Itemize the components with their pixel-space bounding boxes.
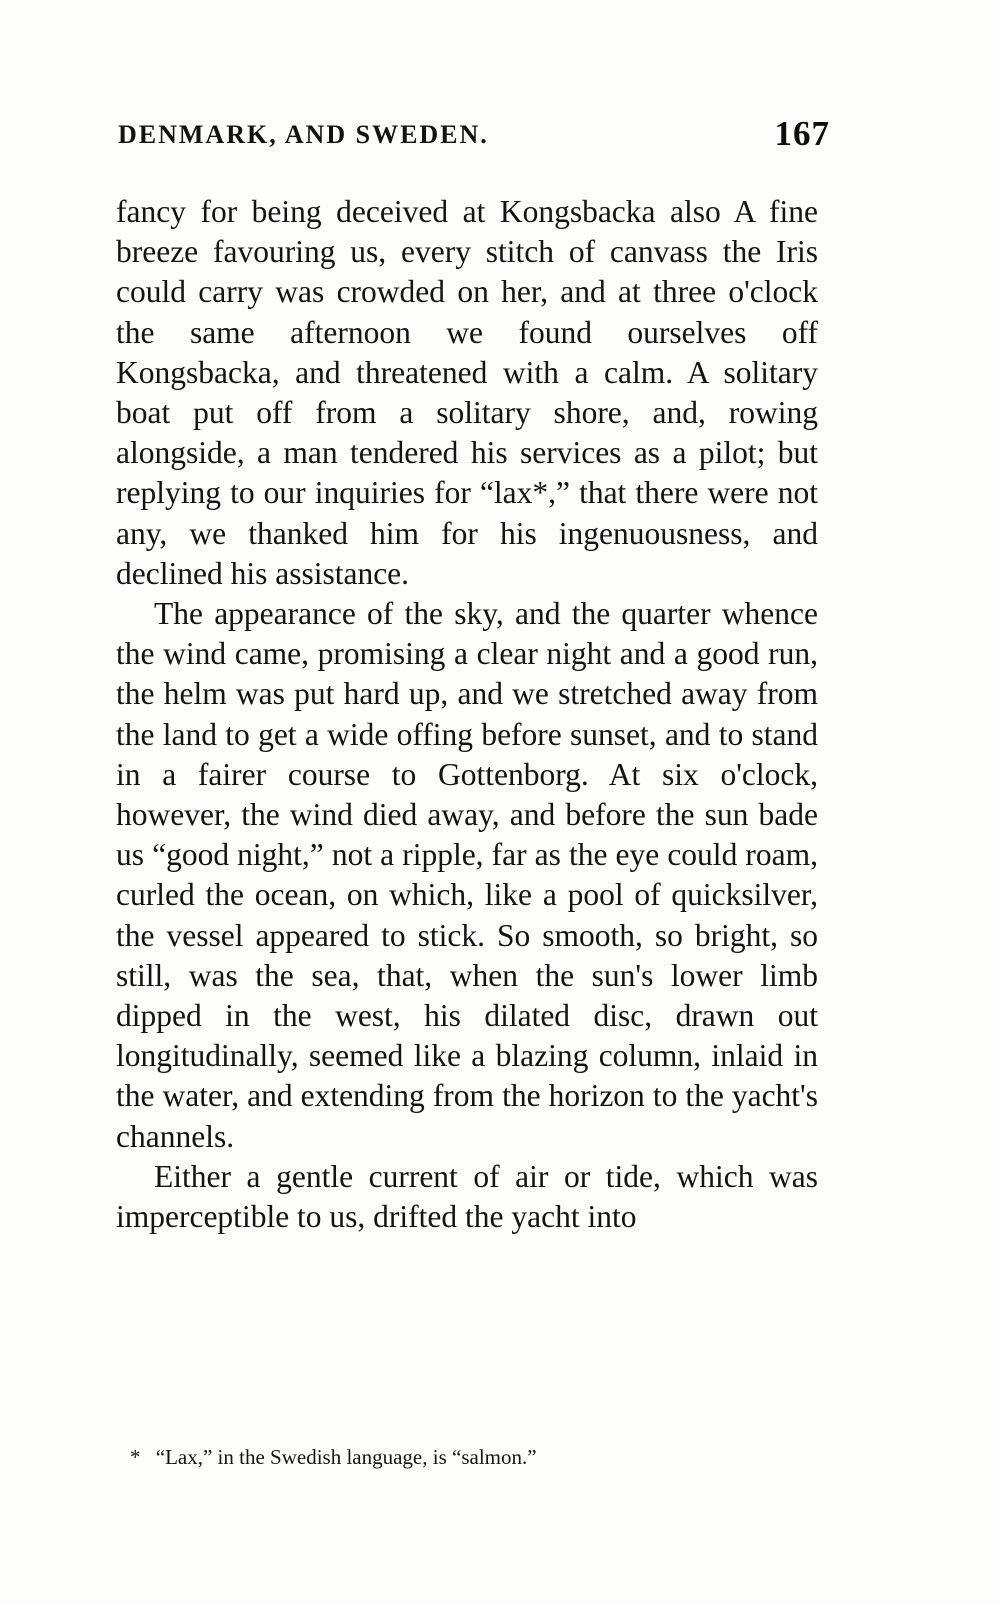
page-header	[118, 112, 830, 153]
paragraph-3: Either a gentle current of air or tide, which was imperceptible to us, drifted the yacht into	[116, 1158, 818, 1235]
body-text	[116, 192, 818, 1237]
footnote	[130, 1443, 820, 1471]
paragraph-1: fancy for being deceived at Kongsbacka also A fine breeze favouring us, every stitch of canvass the Iris could carry was crowded on her, and at three o'clock the same afternoon we found ourselves off Kongsbacka, and threatened with a calm. A solitary boat put off from a solitary shore, and, rowing alongside, a man tendered his services as a pilot; but replying to our inquiries for “lax*,” that there were not any, we thanked him for his ingenuousness, and declined his assistance.	[116, 194, 818, 591]
footnote-marker: *	[130, 1445, 141, 1469]
running-title: DENMARK, AND SWEDEN.	[118, 120, 489, 149]
paragraph-2: The appearance of the sky, and the quarter whence the wind came, promising a clear night and a good run, the helm was put hard up, and we stretched away from the land to get a wide offing before sunset, and to stand in a fairer course to Gottenborg. At six o'clock, however, the wind died away, and before the sun bade us “good night,” not a ripple, far as the eye could roam, curled the ocean, on which, like a pool of quicksilver, the vessel appeared to stick. So smooth, so bright, so still, was the sea, that, when the sun's lower limb dipped in the west, his dilated disc, drawn out longitudinally, seemed like a blazing column, inlaid in the water, and extending from the horizon to the yacht's channels.	[116, 596, 818, 1154]
footnote-text: “Lax,” in the Swedish language, is “salmon.”	[155, 1445, 537, 1469]
page-number: 167	[774, 114, 830, 153]
